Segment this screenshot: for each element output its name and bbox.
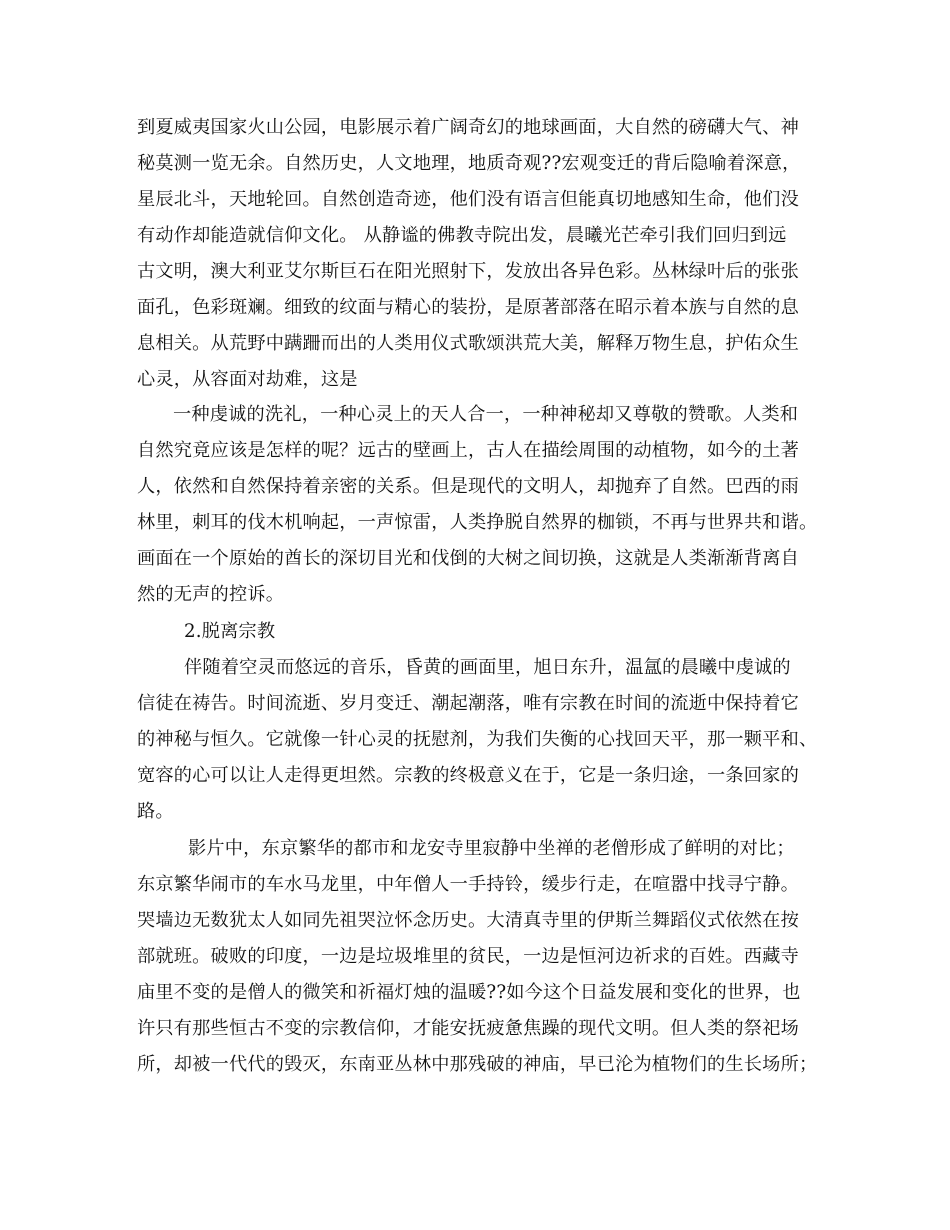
text-line: 许只有那些恒古不变的宗教信仰，才能安抚疲惫焦躁的现代文明。但人类的祭祀场 xyxy=(137,1018,799,1039)
paragraph-first-line: 影片中，东京繁华的都市和龙安寺里寂静中坐禅的老僧形成了鲜明的对比； xyxy=(188,838,795,859)
text-line: 的神秘与恒久。它就像一针心灵的抚慰剂，为我们失衡的心找回天平，那一颗平和、 xyxy=(137,729,818,750)
text-line: 画面在一个原始的酋长的深切目光和伐倒的大树之间切换，这就是人类渐渐背离自 xyxy=(137,548,799,569)
text-line: 东京繁华闹市的车水马龙里，中年僧人一手持铃，缓步行走，在喧嚣中找寻宁静。 xyxy=(137,874,799,895)
text-line: 古文明，澳大利亚艾尔斯巨石在阳光照射下，发放出各异色彩。丛林绿叶后的张张 xyxy=(137,261,799,282)
text-line: 哭墙边无数犹太人如同先祖哭泣怀念历史。大清真寺里的伊斯兰舞蹈仪式依然在按 xyxy=(137,910,799,931)
text-line: 宽容的心可以让人走得更坦然。宗教的终极意义在于，它是一条归途，一条回家的 xyxy=(137,765,799,786)
text-line: 有动作却能造就信仰文化。 从静谧的佛教寺院出发，晨曦光芒牵引我们回归到远 xyxy=(137,225,787,246)
text-line: 人，依然和自然保持着亲密的关系。但是现代的文明人，却抛弃了自然。巴西的雨 xyxy=(137,476,799,497)
paragraph-first-line: 伴随着空灵而悠远的音乐，昏黄的画面里，旭日东升，温氲的晨曦中虔诚的 xyxy=(184,657,791,678)
text-line: 然的无声的控诉。 xyxy=(137,584,285,605)
text-line: 林里，刺耳的伐木机响起，一声惊雷，人类挣脱自然界的枷锁，不再与世界共和谐。 xyxy=(137,512,818,533)
text-line: 息相关。从荒野中蹒跚而出的人类用仪式歌颂洪荒大美，解释万物生息，护佑众生 xyxy=(137,333,799,354)
text-line: 部就班。破败的印度，一边是垃圾堆里的贫民，一边是恒河边祈求的百姓。西藏寺 xyxy=(137,946,799,967)
text-line: 信徒在祷告。时间流逝、岁月变迁、潮起潮落，唯有宗教在时间的流逝中保持着它 xyxy=(137,693,799,714)
text-line: 心灵，从容面对劫难，这是 xyxy=(137,369,358,390)
text-line: 自然究竟应该是怎样的呢？远古的壁画上，古人在描绘周围的动植物，如今的土著 xyxy=(137,440,799,461)
paragraph-first-line: 一种虔诚的洗礼，一种心灵上的天人合一，一种神秘却又尊敬的赞歌。人类和 xyxy=(173,404,799,425)
text-line: 路。 xyxy=(137,801,174,822)
text-line: 到夏威夷国家火山公园，电影展示着广阔奇幻的地球画面，大自然的磅礴大气、神 xyxy=(137,117,799,138)
text-line: 面孔，色彩斑斓。细致的纹面与精心的装扮，是原著部落在昭示着本族与自然的息 xyxy=(137,297,799,318)
text-line: 星辰北斗，天地轮回。自然创造奇迹，他们没有语言但能真切地感知生命，他们没 xyxy=(137,189,799,210)
section-heading: 2.脱离宗教 xyxy=(184,621,276,642)
text-line: 所，却被一代代的毁灭，东南亚丛林中那残破的神庙，早已沦为植物们的生长场所； xyxy=(137,1054,818,1075)
text-line: 庙里不变的是僧人的微笑和祈福灯烛的温暖??如今这个日益发展和变化的世界，也 xyxy=(137,982,801,1003)
text-line: 秘莫测一览无余。自然历史，人文地理，地质奇观??宏观变迁的背后隐喻着深意， xyxy=(137,153,801,174)
